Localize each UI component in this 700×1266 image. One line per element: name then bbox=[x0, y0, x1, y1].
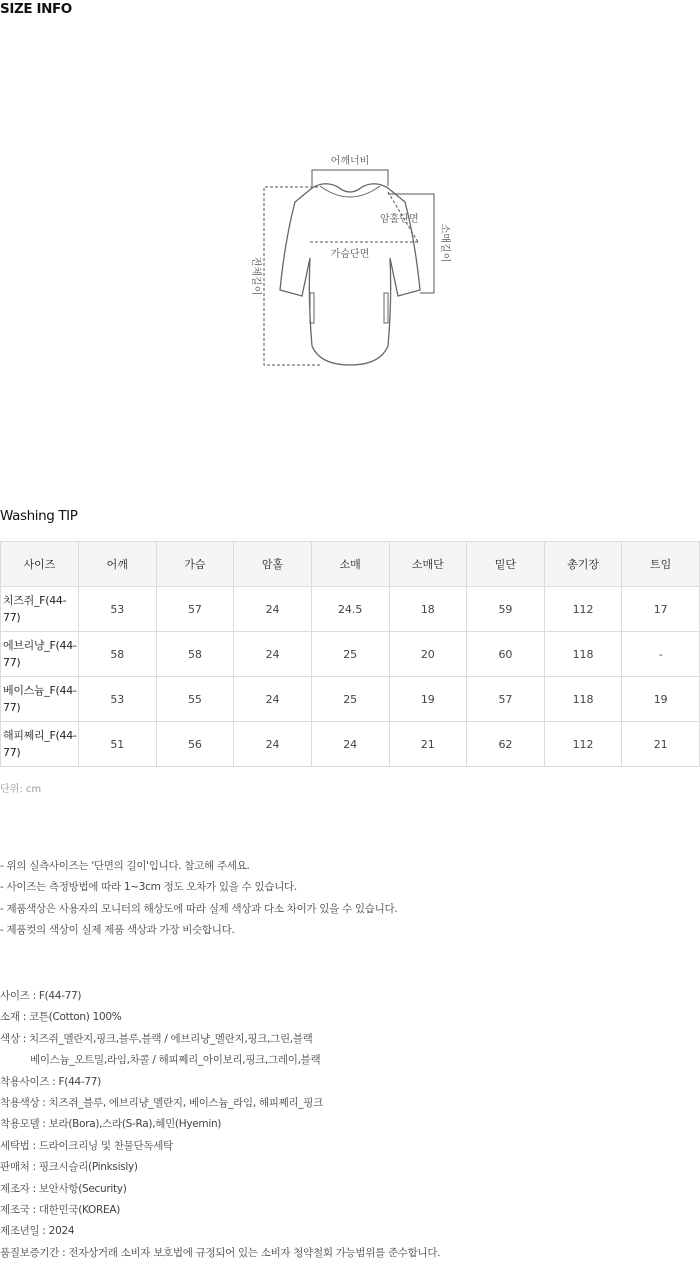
table-cell: 118 bbox=[544, 632, 622, 677]
table-row bbox=[1, 677, 700, 722]
header-size: 사이즈 bbox=[1, 542, 79, 587]
table-cell: 19 bbox=[622, 677, 700, 722]
table-cell: 57 bbox=[467, 677, 545, 722]
table-cell: 21 bbox=[622, 722, 700, 767]
table-cell: 58 bbox=[156, 632, 234, 677]
table-row bbox=[1, 722, 700, 767]
spec-size: 사이즈 : F(44-77) bbox=[0, 990, 82, 1002]
armhole-label: 암홀단면 bbox=[380, 214, 419, 225]
right-pocket bbox=[384, 293, 388, 323]
table-cell: 18 bbox=[389, 587, 467, 632]
spec-warranty: 품질보증기간 : 전자상거래 소비자 보호법에 규정되어 있는 소비자 청약철회 가능범위를 준수합니다. bbox=[0, 1246, 441, 1259]
table-cell: 51 bbox=[79, 722, 157, 767]
table-cell: 25 bbox=[311, 677, 389, 722]
spec-models: 착용모델 : 보라(Bora),스라(S-Ra),혜민(Hyemin) bbox=[0, 1118, 222, 1131]
table-header-row bbox=[1, 542, 700, 587]
table-cell: 53 bbox=[79, 677, 157, 722]
unit-note: 단위: cm bbox=[0, 784, 42, 795]
spec-colors-continued: 베이스늄_오트밀,라임,차콜 / 해피쩨리_아이보리,핑크,그레이,블랙 bbox=[30, 1054, 321, 1067]
spec-worn-size: 착용사이즈 : F(44-77) bbox=[0, 1075, 101, 1088]
spec-country: 제조국 : 대한민국(KOREA) bbox=[0, 1203, 120, 1216]
header-slit: 트임 bbox=[622, 542, 700, 587]
table-cell: 25 bbox=[311, 632, 389, 677]
size-name-cell: 베이스늄_F(44-77) bbox=[1, 677, 79, 722]
table-cell: 24 bbox=[234, 632, 312, 677]
spec-washing: 세탁법 : 드라이크리닝 및 찬물단독세탁 bbox=[0, 1139, 173, 1152]
table-cell: 55 bbox=[156, 677, 234, 722]
table-row bbox=[1, 632, 700, 677]
header-total-length: 총기장 bbox=[544, 542, 622, 587]
header-armhole: 암홀 bbox=[234, 542, 312, 587]
header-sleeve: 소매 bbox=[311, 542, 389, 587]
table-row bbox=[1, 587, 700, 632]
sleeve-length-label: 소매길이 bbox=[439, 223, 450, 263]
table-cell: 24 bbox=[234, 677, 312, 722]
header-shoulder: 어깨 bbox=[79, 542, 157, 587]
notes-list bbox=[0, 858, 397, 943]
size-name-cell: 치즈쥐_F(44-77) bbox=[1, 587, 79, 632]
table-cell: 21 bbox=[389, 722, 467, 767]
shoulder-label: 어깨너비 bbox=[330, 156, 370, 167]
chest-label: 가슴단면 bbox=[330, 249, 370, 260]
table-cell: 57 bbox=[156, 587, 234, 632]
spec-colors: 색상 : 치즈쥐_멜란지,핑크,블루,블랙 / 에브리냥_멜란지,핑크,그린,블랙 bbox=[0, 1032, 313, 1045]
note-item: - 제품색상은 사용자의 모니터의 해상도에 따라 실제 색상과 다소 차이가 있을 수 있습니다. bbox=[0, 902, 398, 915]
table-cell: 24 bbox=[234, 587, 312, 632]
spec-year: 제조년일 : 2024 bbox=[0, 1225, 75, 1238]
table-cell: 118 bbox=[544, 677, 622, 722]
table-cell: 53 bbox=[79, 587, 157, 632]
note-item: - 위의 실측사이즈는 '단면의 길이'입니다. 참고해 주세요. bbox=[0, 860, 250, 872]
washing-tip-title: Washing TIP bbox=[0, 508, 78, 524]
garment-diagram bbox=[230, 150, 470, 380]
table-cell: 24.5 bbox=[311, 587, 389, 632]
table-cell: 19 bbox=[389, 677, 467, 722]
table-cell: 60 bbox=[467, 632, 545, 677]
header-hem: 밑단 bbox=[467, 542, 545, 587]
spec-manufacturer: 제조자 : 보안사항(Security) bbox=[0, 1182, 127, 1195]
spec-material: 소재 : 코튼(Cotton) 100% bbox=[0, 1011, 122, 1024]
note-item: - 사이즈는 측정방법에 따라 1~3cm 정도 오차가 있을 수 있습니다. bbox=[0, 881, 297, 894]
table-cell: 112 bbox=[544, 587, 622, 632]
header-chest: 가슴 bbox=[156, 542, 234, 587]
size-info-title: SIZE INFO bbox=[0, 1, 72, 17]
size-name-cell: 해피쩨리_F(44-77) bbox=[1, 722, 79, 767]
table-cell: 56 bbox=[156, 722, 234, 767]
table-cell: 62 bbox=[467, 722, 545, 767]
table-cell: 58 bbox=[79, 632, 157, 677]
size-name-cell: 에브리냥_F(44-77) bbox=[1, 632, 79, 677]
table-cell: 17 bbox=[622, 587, 700, 632]
spec-worn-colors: 착용색상 : 치즈쥐_블루, 에브리냥_멜란지, 베이스늄_라임, 해피쩨리_핑크 bbox=[0, 1096, 323, 1109]
note-item: - 제품컷의 색상이 실제 제품 색상과 가장 비슷합니다. bbox=[0, 923, 235, 936]
table-cell: 112 bbox=[544, 722, 622, 767]
product-specs bbox=[0, 988, 440, 1266]
table-cell: 24 bbox=[234, 722, 312, 767]
table-cell: 20 bbox=[389, 632, 467, 677]
table-cell: 24 bbox=[311, 722, 389, 767]
tshirt-measurement-svg bbox=[230, 150, 470, 380]
header-sleeve-end: 소매단 bbox=[389, 542, 467, 587]
total-length-label: 전체길이 bbox=[250, 256, 261, 296]
spec-seller: 판매처 : 핑크시슬리(Pinksisly) bbox=[0, 1161, 138, 1174]
table-cell: - bbox=[622, 632, 700, 677]
table-cell: 59 bbox=[467, 587, 545, 632]
size-table bbox=[0, 541, 700, 767]
